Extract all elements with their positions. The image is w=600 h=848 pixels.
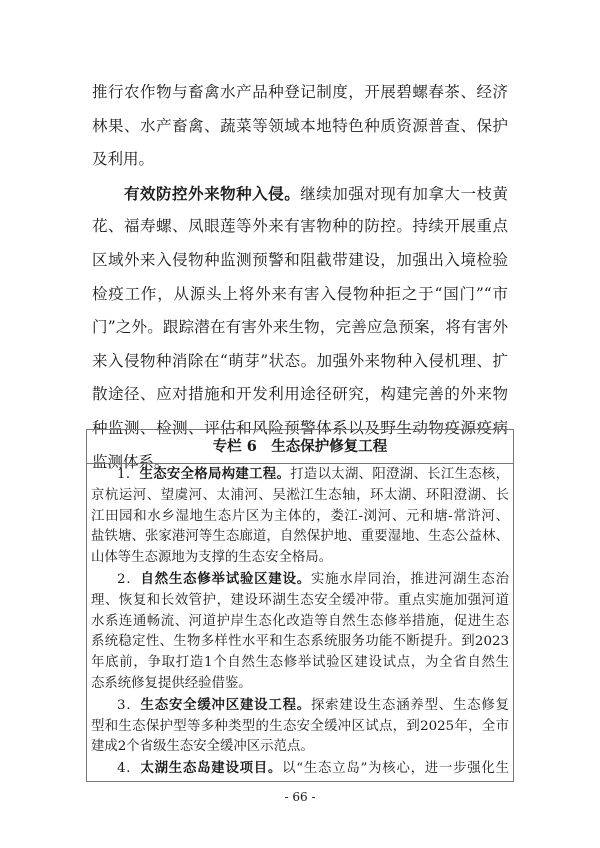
item-heading: 太湖生态岛建设项目。	[140, 760, 283, 777]
text-line: 林果、水产畜禽、蔬菜等领域本地特色种质资源普查、保护	[92, 116, 508, 135]
text-line: 推行农作物与畜禽水产品种登记制度，开展碧螺春茶、经济	[92, 83, 508, 101]
item-heading: 生态安全格局构建工程。	[139, 466, 291, 482]
text-line: 种监测、检测、评估和风险预警体系以及野生动物疫源疫病	[92, 418, 508, 437]
box-item-line: 盐铁塘、张家港河等生态廊道，自然保护地、重要湿地、生态公益林、	[91, 529, 509, 545]
box-item-line: 建成2个省级生态安全缓冲区示范点。	[91, 739, 314, 755]
item-heading: 生态安全缓冲区建设工程。	[140, 696, 311, 713]
item-number: 4．	[117, 761, 141, 777]
body-text	[92, 76, 508, 479]
text-line	[92, 177, 508, 211]
feature-box	[86, 429, 514, 782]
box-item-line	[91, 569, 509, 591]
text-line: 及利用。	[92, 150, 155, 169]
paragraph-heading: 有效防控外来物种入侵。	[124, 183, 301, 203]
item-number: 1．	[117, 467, 140, 482]
box-item-line: 年底前，争取打造1个自然生态修举试验区建设试点，为全省自然生	[91, 655, 509, 671]
text-line: 花、福寿螺、凤眼莲等外来有害物种的防控。持续开展重点	[92, 217, 508, 236]
box-item-line: 山体等生态源地为支撑的生态安全格局。	[91, 550, 333, 566]
item-heading: 自然生态修举试验区建设。	[140, 570, 311, 587]
box-item-line	[91, 464, 509, 486]
paragraph-germplasm	[92, 76, 508, 177]
box-item-line: 水系连通畅流、河道护岸生态化改造等自然生态修举措施，促进生态	[91, 613, 509, 629]
text-line: 散途径、应对措施和开发利用途径研究，构建完善的外来物	[92, 385, 508, 404]
text-line: 来入侵物种消除在“萌芽”状态。加强外来物种入侵机理、扩	[92, 351, 508, 370]
item-number: 2．	[117, 571, 141, 587]
text-line: 检疫工作，从源头上将外来有害入侵物种拒之于“国门”“市	[92, 284, 508, 303]
text-line: 监测体系。	[92, 452, 170, 471]
text-span: 打造以太湖、阳澄湖、长江生态核，	[290, 467, 510, 482]
page-number: - 66 -	[284, 790, 316, 804]
box-item-line: 态系统修复提供经验借鉴。	[91, 675, 252, 691]
text-line: 门”之外。跟踪潜在有害外来生物，完善应急预案，将有害外	[92, 318, 508, 337]
item-number: 3．	[117, 697, 141, 713]
box-body	[87, 464, 513, 781]
box-item-line: 型和生态保护型等多种类型的生态安全缓冲区试点，到2025年，全市	[91, 718, 509, 734]
box-item-line: 京杭运河、望虞河、太浦河、吴淞江生态轴，环太湖、环阳澄湖、长	[91, 487, 509, 503]
text-span: 探索建设生态涵养型、生态修复	[310, 697, 510, 713]
box-item-line: 理、恢复和长效管护，建设环湖生态安全缓冲带。重点实施加强河道	[91, 592, 509, 608]
box-title: 专栏 6 生态保护修复工程	[87, 430, 513, 464]
text-span: 以“生态立岛”为核心，进一步强化生	[282, 761, 509, 777]
text-line: 区域外来入侵物种监测预警和阻截带建设，加强出入境检验	[92, 250, 508, 269]
box-item-line	[91, 695, 509, 717]
box-item-line: 江田园和水乡湿地生态片区为主体的，娄江-浏河、元和塘-常浒河、	[91, 508, 509, 524]
box-item-line	[91, 758, 509, 780]
text-span: 继续加强对现有加拿大一枝黄	[300, 184, 508, 203]
text-span: 实施水岸同治，推进河湖生态治	[310, 571, 510, 587]
box-item-line: 系统稳定性、生物多样性水平和生态系统服务功能不断提升。到2023	[91, 634, 509, 650]
